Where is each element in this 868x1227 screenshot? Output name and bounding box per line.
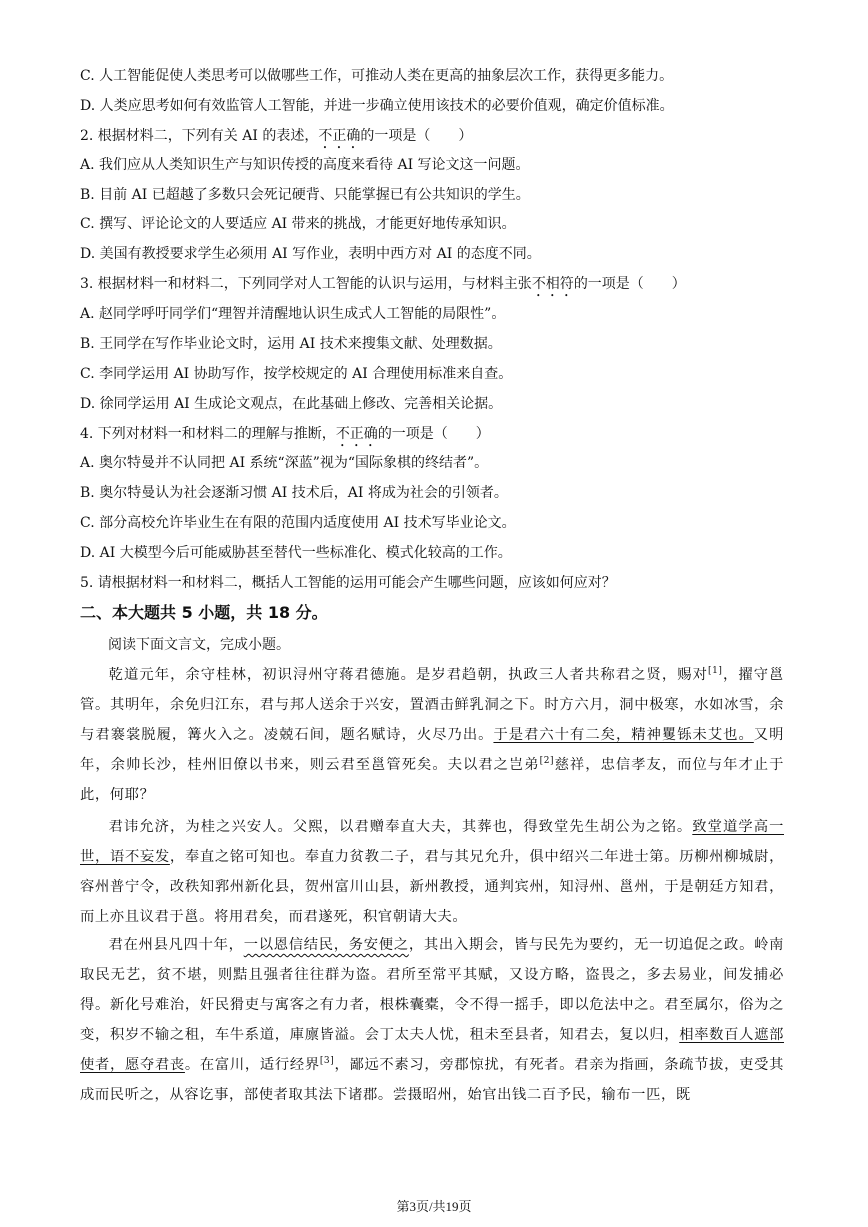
q2-option-b: B. 目前 AI 已超越了多数只会死记硬背、只能掌握已有公共知识的学生。 (80, 187, 530, 203)
q3-stem: 3. 根据材料一和材料二，下列同学对人工智能的认识与运用，与材料主张不相符的一项是（ ） (80, 276, 686, 292)
q3-option-a: A. 赵同学呼吁同学们“理智并清醒地认识生成式人工智能的局限性”。 (80, 306, 506, 322)
q3-option-b: B. 王同学在写作毕业论文时，运用 AI 技术来搜集文献、处理数据。 (80, 336, 502, 352)
underlined-sentence: 致堂道学高一世，语不妄发 (80, 819, 784, 865)
q4-option-b: B. 奥尔特曼认为社会逐渐习惯 AI 技术后，AI 将成为社会的引领者。 (80, 485, 508, 501)
underlined-sentence: 相率数百人遮部使者，愿夺君丧 (80, 1027, 784, 1073)
passage-instruction: 阅读下面文言文，完成小题。 (108, 637, 290, 653)
q4-option-d: D. AI 大模型今后可能威胁甚至替代一些标准化、模式化较高的工作。 (80, 545, 512, 561)
passage-paragraph-3: 君在州县凡四十年，一以恩信结民，务安便之，其出入期会，皆与民先为要约，无一切追促之政。岭南取民无艺，贫不堪，则黠且强者往往群为盗。君所至常平其赋，又设方略，盗畏之，多去易业，间发捕必得。新化号难治，奸民猾吏与寓客之有力者，根株囊橐，令不得一摇手，即以危法中之。君至属尔，俗为之变，积岁不输之租，车牛系道，庫廪皆溢。会丁太夫人忧，租未至县者，知君去，复以归，相率数百人遮部使者，愿夺君丧。在富川，适行经界[3]，鄙远不素习，旁郡惊扰，有死者。君亲为指画，条疏节拔，吏受其成而民听之，从容讫事，部使者取其法下诸郡。尝摄昭州，始官出钱二百予民，输布一匹，既 (80, 937, 784, 1103)
q4-option-a: A. 奥尔特曼并不认同把 AI 系统“深蓝”视为“国际象棋的终结者”。 (80, 455, 489, 471)
q5-stem: 5. 请根据材料一和材料二，概括人工智能的运用可能会产生哪些问题，应该如何应对？ (80, 575, 616, 591)
q2-option-d: D. 美国有教授要求学生必须用 AI 写作业，表明中西方对 AI 的态度不同。 (80, 246, 541, 262)
footnote-marker: [2] (539, 756, 555, 767)
wavy-underlined-phrase: 一以恩信结民，务安便之 (243, 937, 409, 953)
q3-option-c: C. 李同学运用 AI 协助写作，按学校规定的 AI 合理使用标准来自查。 (80, 366, 513, 382)
passage-paragraph-1: 乾道元年，余守桂林，初识浔州守蒋君德施。是岁君趋朝，执政三人者共称君之贤，赐对[1]，擢守邕管。其明年，余免归江东，君与邦人送余于兴安，置酒击鲜乳洞之下。时方六月，洞中极寒，水如冰雪，余与君褰裳脱履，篝火入之。凌兢石间，题名赋诗，火尽乃出。于是君六十有二矣，精神矍铄未艾也。又明年，余帅长沙，桂州旧僚以书来，则云君至邕管死矣。夫以君之岂弟[2]慈祥，忠信孝友，而位与年才止于此，何耶？ (80, 666, 784, 803)
footnote-marker: [3] (319, 1056, 335, 1067)
q2-option-a: A. 我们应从人类知识生产与知识传授的高度来看待 AI 写论文这一问题。 (80, 157, 530, 173)
q2-option-c: C. 撰写、评论论文的人要适应 AI 带来的挑战，才能更好地传承知识。 (80, 216, 516, 232)
q1-option-c: C. 人工智能促使人类思考可以做哪些工作，可推动人类在更高的抽象层次工作，获得更多能力。 (80, 68, 674, 84)
underlined-sentence: 于是君六十有二矣，精神矍铄未艾也。 (493, 727, 754, 743)
passage-paragraph-2: 君讳允济，为桂之兴安人。父熙，以君赠奉直大夫，其葬也，得致堂先生胡公为之铭。致堂道学高一世，语不妄发，奉直之铭可知也。奉直力贫教二子，君与其兄允升，俱中绍兴二年进士第。历柳州柳城尉，容州普宁令，改秩知郛州新化县，贺州富川山县，新州教授，通判宾州，知浔州、邕州，于是朝廷方知君，而上亦且议君于邕。将用君矣，而君遂死，积官朝请大夫。 (80, 819, 784, 925)
emphasis-dots: 不正确 (335, 426, 378, 442)
section-title: 二、本大题共 5 小题，共 18 分。 (80, 603, 328, 622)
q1-option-d: D. 人类应思考如何有效监管人工智能，并进一步确立使用该技术的必要价值观，确定价值标准。 (80, 98, 674, 114)
emphasis-dots: 不正确 (318, 128, 361, 144)
emphasis-dots: 不相符 (531, 276, 574, 292)
footnote-marker: [1] (707, 666, 723, 677)
q3-option-d: D. 徐同学运用 AI 生成论文观点，在此基础上修改、完善相关论据。 (80, 396, 503, 412)
q2-stem: 2. 根据材料二，下列有关 AI 的表述，不正确的一项是（ ） (80, 128, 473, 144)
page-number: 第3页/共19页 (396, 1199, 472, 1214)
q4-option-c: C. 部分高校允许毕业生在有限的范围内适度使用 AI 技术写毕业论文。 (80, 515, 516, 531)
q4-stem: 4. 下列对材料一和材料二的理解与推断，不正确的一项是（ ） (80, 426, 490, 442)
